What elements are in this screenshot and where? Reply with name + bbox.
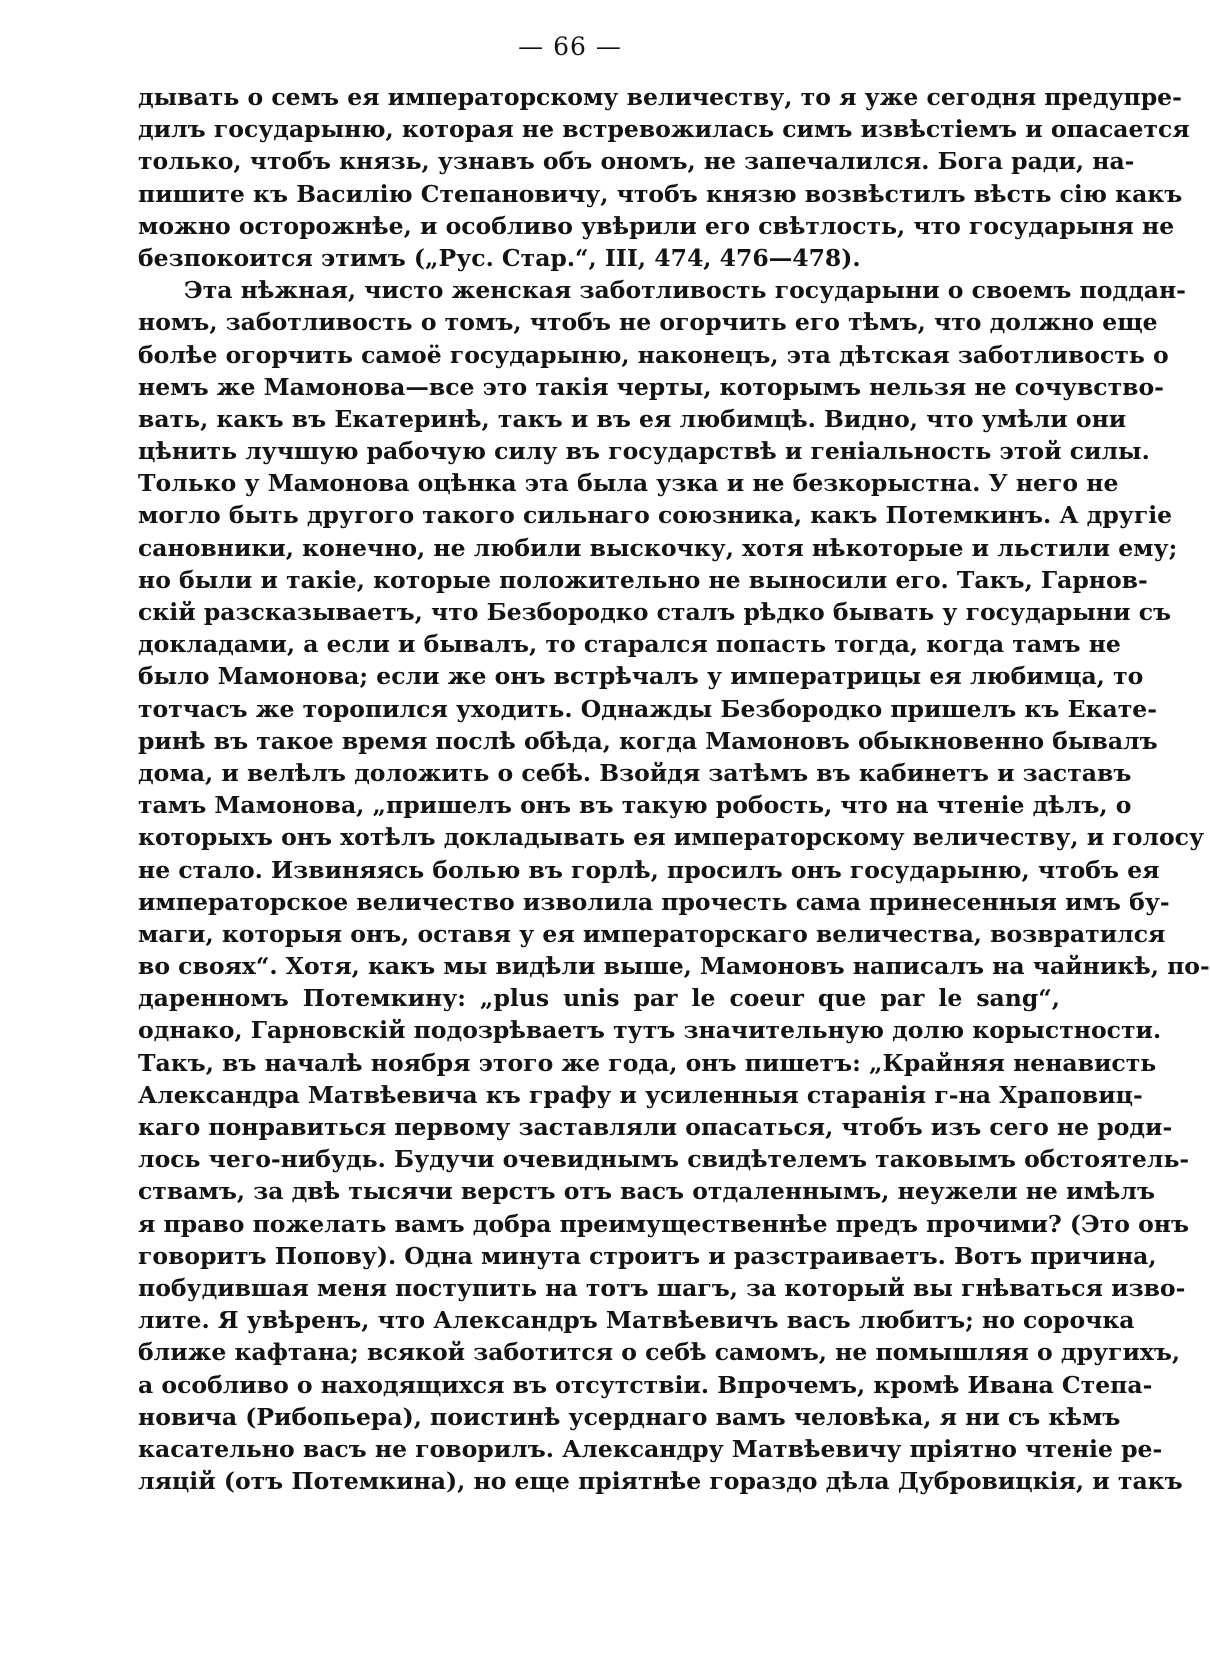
text-line-1: дывать о семъ ея императорскому величеству, то я уже сегодня предупре-	[138, 83, 1182, 111]
text-line-40: ближе кафтана; всякой заботится о себѣ самомъ, не помышляя о другихъ,	[138, 1338, 1181, 1367]
text-line-36: я право пожелать вамъ добра преимущественнѣе предъ прочими? (Это онъ	[138, 1209, 1190, 1238]
page-number: — 66 —	[518, 32, 622, 61]
text-line-9: болѣе огорчить самоё государыню, наконецъ, эта дѣтская заботливость о	[138, 340, 1169, 369]
body-text	[138, 81, 1210, 1497]
text-line-19: было Мамонова; если же онъ встрѣчалъ у императрицы ея любимца, то	[138, 662, 1144, 691]
text-line-26: императорское величество изволила прочесть сама принесенныя имъ бу-	[138, 887, 1170, 916]
text-line-28: во своях“. Хотя, какъ мы видѣли выше, Мамоновъ написалъ на чайникѣ, по-	[138, 952, 1210, 981]
text-line-35: ствамъ, за двѣ тысячи верстъ отъ васъ отдаленнымъ, неужели не имѣлъ	[138, 1177, 1155, 1206]
text-line-23: тамъ Мамонова, „пришелъ онъ въ такую робость, что на чтеніе дѣлъ, о	[138, 791, 1132, 820]
text-line-15: сановники, конечно, не любили выскочку, хотя нѣкоторые и льстили ему;	[138, 533, 1178, 562]
text-line-32: Александра Матвѣевича къ графу и усиленныя старанія г-на Храповиц-	[138, 1080, 1143, 1109]
text-line-22: дома, и велѣлъ доложить о себѣ. Взойдя затѣмъ въ кабинетъ и заставъ	[138, 758, 1132, 787]
text-line-37: говоритъ Попову). Одна минута строитъ и разстраиваетъ. Вотъ причина,	[138, 1241, 1157, 1270]
text-line-8: номъ, заботливость о томъ, чтобъ не огорчить его тѣмъ, что должно еще	[138, 308, 1158, 337]
text-line-39: лите. Я увѣренъ, что Александръ Матвѣевичъ васъ любитъ; но сорочка	[138, 1306, 1135, 1335]
text-line-24: которыхъ онъ хотѣлъ докладывать ея императорскому величеству, и голосу	[138, 823, 1205, 852]
text-line-11: вать, какъ въ Екатеринѣ, такъ и въ ея любимцѣ. Видно, что умѣли они	[138, 404, 1127, 433]
text-line-21: ринѣ въ такое время послѣ обѣда, когда Мамоновъ обыкновенно бывалъ	[138, 726, 1158, 755]
text-line-4: пишите къ Василію Степановичу, чтобъ князю возвѣстилъ вѣсть сію какъ	[138, 179, 1183, 208]
text-line-41: а особливо о находящихся въ отсутствіи. Впрочемъ, кромѣ Ивана Степа-	[138, 1370, 1153, 1399]
text-line-29: даренномъ Потемкину: „plus unis par le coeur que par le sang“,	[138, 984, 1060, 1013]
text-line-12: цѣнить лучшую рабочую силу въ государствѣ и геніальность этой силы.	[138, 437, 1150, 466]
text-line-34: лось чего-нибудь. Будучи очевиднымъ свидѣтелемъ таковымъ обстоятель-	[138, 1145, 1190, 1174]
text-line-2: дилъ государыню, которая не встревожилась симъ извѣстіемъ и опасается	[138, 115, 1190, 144]
text-line-6: безпокоится этимъ („Рус. Стар.“, III, 474, 476—478).	[138, 243, 861, 272]
text-line-27: маги, которыя онъ, оставя у ея императорскаго величества, возвратился	[138, 919, 1166, 948]
text-line-7: Эта нѣжная, чисто женская заботливость государыни о своемъ поддан-	[184, 276, 1186, 305]
text-line-16: но были и такіе, которые положительно не выносили его. Такъ, Гарнов-	[138, 565, 1148, 594]
text-line-18: докладами, а если и бывалъ, то старался попасть тогда, когда тамъ не	[138, 630, 1121, 659]
text-line-3: только, чтобъ князь, узнавъ объ ономъ, не запечалился. Бога ради, на-	[138, 147, 1135, 176]
text-line-17: скій разсказываетъ, что Безбородко сталъ рѣдко бывать у государыни съ	[138, 598, 1172, 626]
text-line-13: Только у Мамонова оцѣнка эта была узка и не безкорыстна. У него не	[138, 469, 1119, 498]
text-line-44: ляцій (отъ Потемкина), но еще пріятнѣе гораздо дѣла Дубровицкія, и такъ	[138, 1467, 1183, 1496]
text-line-33: каго понравиться первому заставляли опасаться, чтобъ изъ сего не роди-	[138, 1113, 1173, 1141]
text-line-38: побудившая меня поступить на тотъ шагъ, за который вы гнѣваться изво-	[138, 1273, 1186, 1302]
text-line-10: немъ же Мамонова—все это такія черты, которымъ нельзя не сочувство-	[138, 372, 1164, 401]
text-line-20: тотчасъ же торопился уходить. Однажды Безбородко пришелъ къ Екате-	[138, 694, 1157, 723]
text-line-14: могло быть другого такого сильнаго союзника, какъ Потемкинъ. А другіе	[138, 501, 1173, 530]
text-line-43: касательно васъ не говорилъ. Александру Матвѣевичу пріятно чтеніе ре-	[138, 1434, 1163, 1463]
text-line-5: можно осторожнѣе, и особливо увѣрили его свѣтлость, что государыня не	[138, 211, 1175, 240]
text-line-31: Такъ, въ началѣ ноября этого же года, онъ пишетъ: „Крайняя ненависть	[138, 1048, 1157, 1077]
text-line-42: новича (Рибопьера), поистинѣ усерднаго вамъ человѣка, я ни съ кѣмъ	[138, 1402, 1121, 1431]
text-line-30: однако, Гарновскій подозрѣваетъ тутъ значительную долю корыстности.	[138, 1016, 1162, 1045]
text-line-25: не стало. Извиняясь болью въ горлѣ, просилъ онъ государыню, чтобъ ея	[138, 855, 1160, 884]
